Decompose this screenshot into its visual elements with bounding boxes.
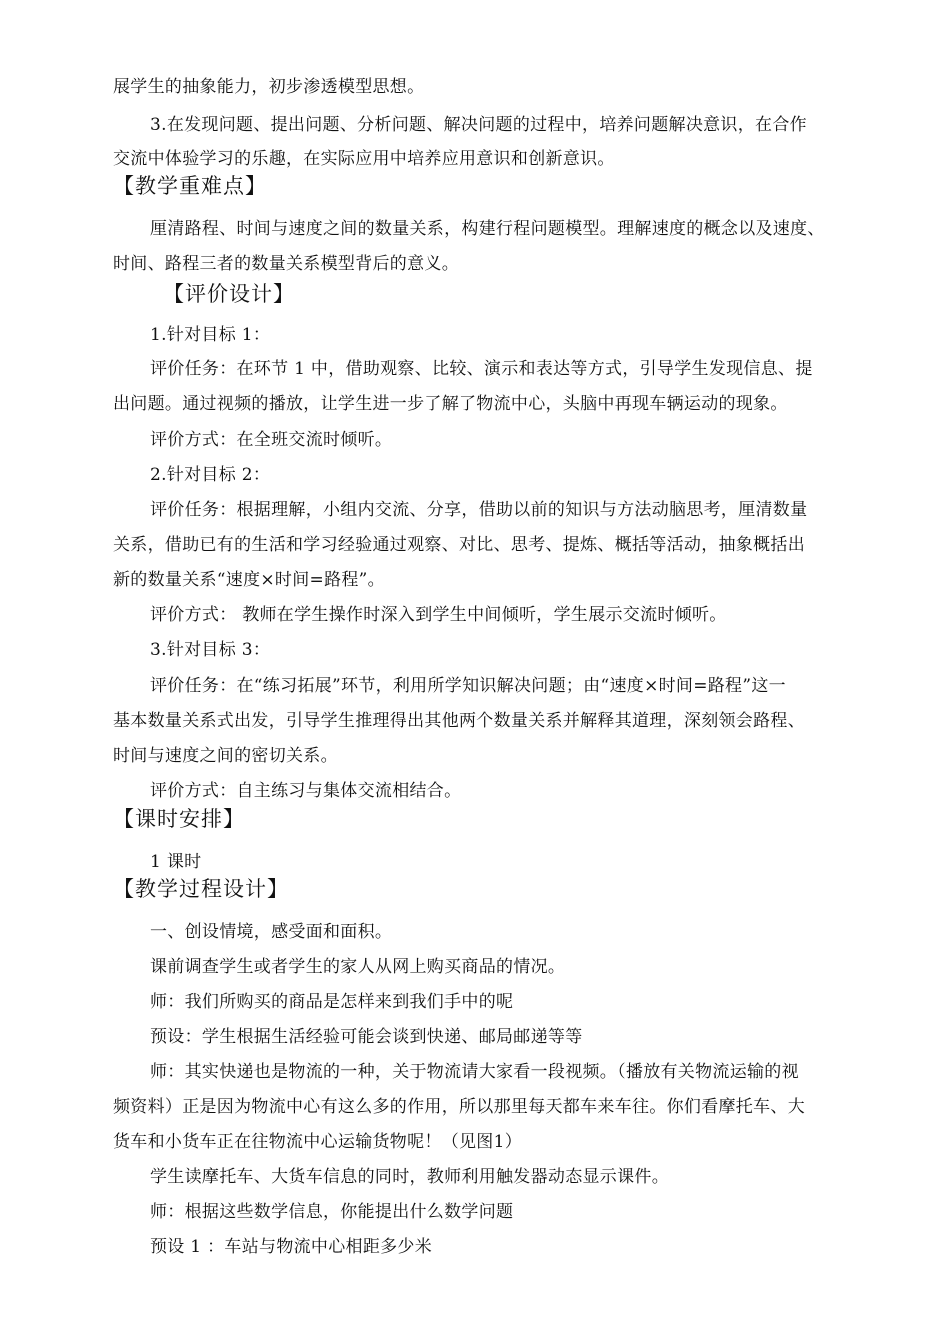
paragraph-line: 评价方式：自主练习与集体交流相结合。 bbox=[150, 781, 462, 801]
paragraph-line: 时间、路程三者的数量关系模型背后的意义。 bbox=[113, 254, 459, 274]
paragraph-line: 评价方式：在全班交流时倾听。 bbox=[150, 430, 393, 450]
paragraph-line: 预设 1 ：车站与物流中心相距多少米 bbox=[150, 1237, 433, 1257]
paragraph-line: 评价任务：根据理解，小组内交流、分享，借助以前的知识与方法动脑思考，厘清数量 bbox=[150, 500, 808, 520]
paragraph-line: 3.在发现问题、提出问题、分析问题、解决问题的过程中，培养问题解决意识，在合作 bbox=[150, 115, 807, 135]
paragraph-line: 课前调查学生或者学生的家人从网上购买商品的情况。 bbox=[150, 957, 566, 977]
paragraph-line: 关系，借助已有的生活和学习经验通过观察、对比、思考、提炼、概括等活动，抽象概括出 bbox=[113, 535, 805, 555]
paragraph-line: 货车和小货车正在往物流中心运输货物呢！（见图1） bbox=[113, 1132, 523, 1152]
paragraph-line: 预设：学生根据生活经验可能会谈到快递、邮局邮递等等 bbox=[150, 1027, 583, 1047]
paragraph-line: 一、创设情境，感受面和面积。 bbox=[150, 922, 393, 942]
section-heading-evaluation: 【评价设计】 bbox=[163, 282, 295, 306]
target-title: 2.针对目标 2： bbox=[150, 465, 271, 485]
paragraph-line: 出问题。通过视频的播放，让学生进一步了解了物流中心，头脑中再现车辆运动的现象。 bbox=[113, 394, 788, 414]
paragraph-line: 学生读摩托车、大货车信息的同时，教师利用触发器动态显示课件。 bbox=[150, 1167, 669, 1187]
paragraph-line: 展学生的抽象能力，初步渗透模型思想。 bbox=[113, 77, 425, 97]
section-heading-key-points: 【教学重难点】 bbox=[113, 174, 267, 198]
paragraph-line: 基本数量关系式出发，引导学生推理得出其他两个数量关系并解释其道理，深刻领会路程、 bbox=[113, 711, 805, 731]
paragraph-line: 频资料）正是因为物流中心有这么多的作用，所以那里每天都车来车往。你们看摩托车、大 bbox=[113, 1097, 805, 1117]
section-heading-process: 【教学过程设计】 bbox=[113, 877, 289, 901]
schedule-value: 1 课时 bbox=[150, 852, 202, 872]
paragraph-line: 师：根据这些数学信息，你能提出什么数学问题 bbox=[150, 1202, 514, 1222]
paragraph-line: 师：其实快递也是物流的一种，关于物流请大家看一段视频。（播放有关物流运输的视 bbox=[150, 1062, 799, 1082]
paragraph-line: 评价方式： 教师在学生操作时深入到学生中间倾听，学生展示交流时倾听。 bbox=[150, 605, 727, 625]
paragraph-line: 师：我们所购买的商品是怎样来到我们手中的呢 bbox=[150, 992, 514, 1012]
target-title: 3.针对目标 3： bbox=[150, 640, 271, 660]
paragraph-line: 评价任务：在环节 1 中，借助观察、比较、演示和表达等方式，引导学生发现信息、提 bbox=[150, 359, 813, 379]
target-title: 1.针对目标 1： bbox=[150, 325, 271, 345]
paragraph-line: 交流中体验学习的乐趣，在实际应用中培养应用意识和创新意识。 bbox=[113, 149, 615, 169]
paragraph-line: 评价任务：在“练习拓展”环节，利用所学知识解决问题；由“速度×时间=路程”这一 bbox=[150, 676, 786, 696]
paragraph-line: 时间与速度之间的密切关系。 bbox=[113, 746, 338, 766]
paragraph-line: 新的数量关系“速度×时间=路程”。 bbox=[113, 570, 385, 590]
section-heading-schedule: 【课时安排】 bbox=[113, 807, 245, 831]
paragraph-line: 厘清路程、时间与速度之间的数量关系，构建行程问题模型。理解速度的概念以及速度、 bbox=[150, 219, 825, 239]
